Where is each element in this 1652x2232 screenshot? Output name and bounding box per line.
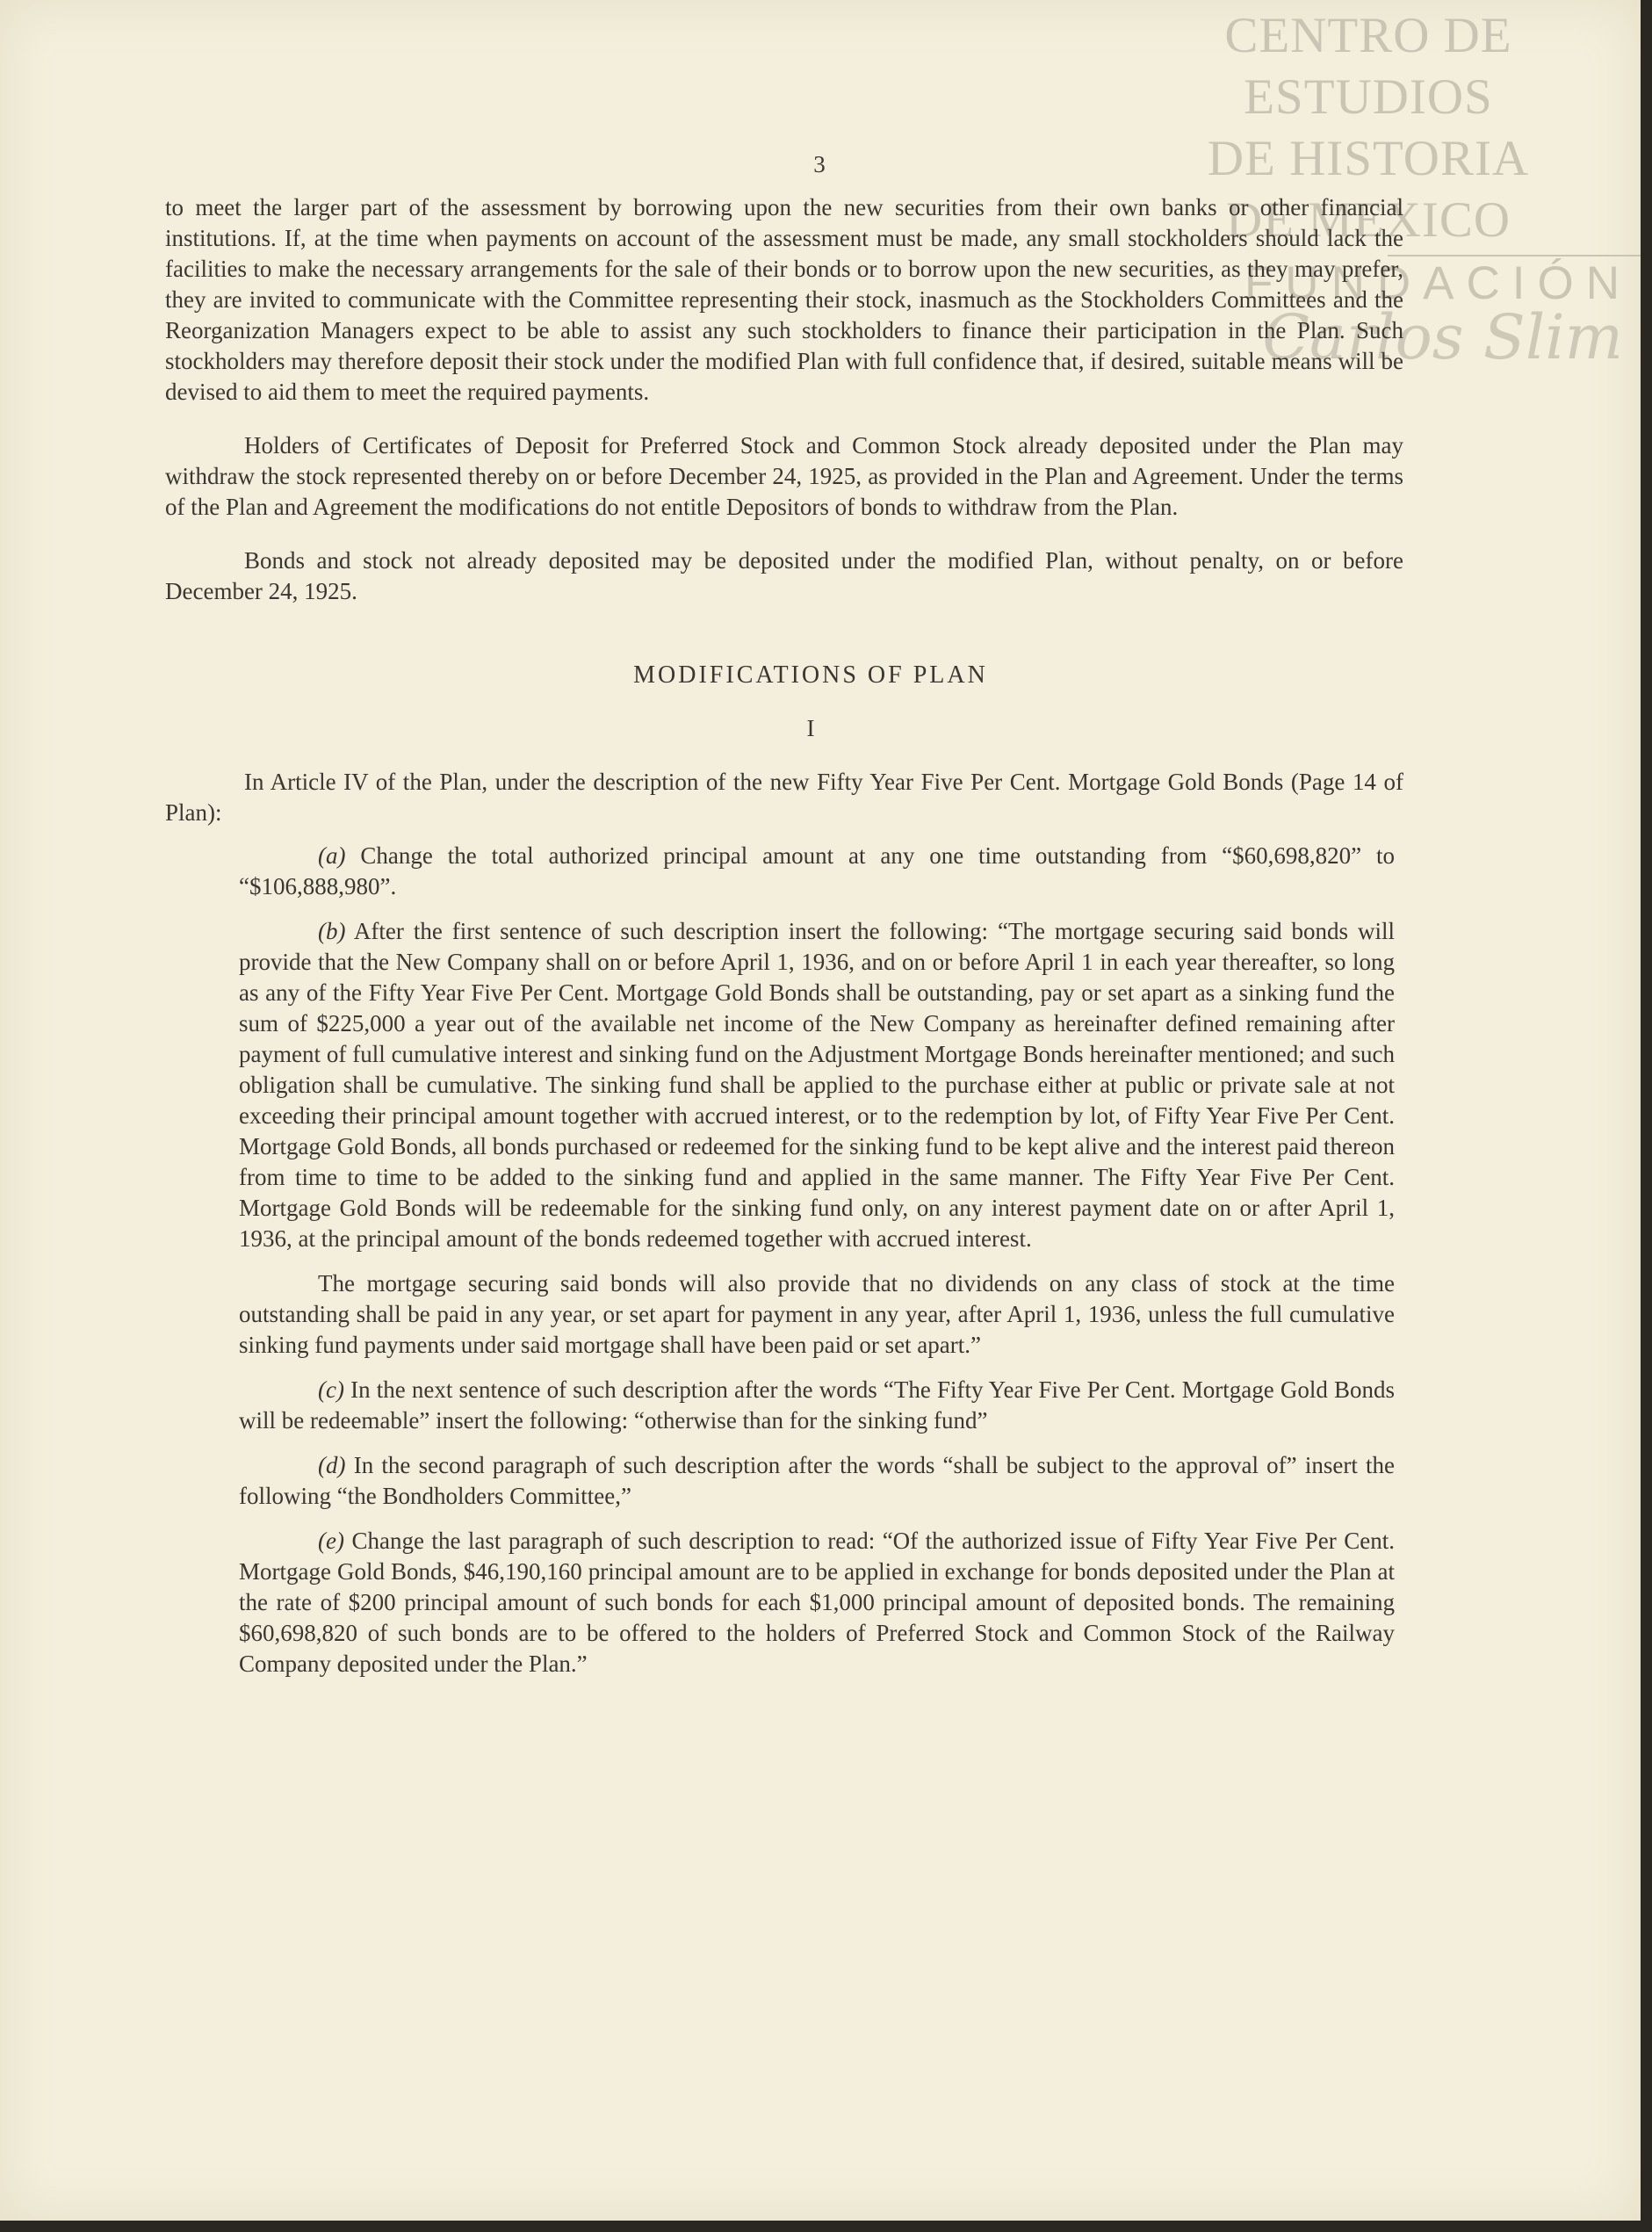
section-heading: MODIFICATIONS OF PLAN	[633, 661, 988, 689]
clause-a-text: Change the total authorized principal amount at any one time outstanding from “$60,698,820” to “$106,888,980”.	[239, 842, 1396, 899]
watermark-line-4: DE MEXICO	[1225, 192, 1511, 248]
clause-a-letter: (a)	[318, 842, 346, 869]
clause-d-letter: (d)	[318, 1452, 346, 1478]
watermark-line-1: CENTRO DE	[1224, 8, 1512, 63]
intro-paragraph-2: Holders of Certificates of Deposit for Preferred Stock and Common Stock already deposited under the Plan may withdraw the stock represented thereby on or before December 24, 1925, as provided in the Plan and Agreement. Under the terms of the Plan and Agreement the modifications do not entitle Depositors of bonds to withdraw from the Plan.	[165, 432, 1403, 520]
clause-b-continuation-text: The mortgage securing said bonds will also provide that no dividends on any class of stock at the time outstanding shall be paid in any year, or set apart for payment in any year, after April 1, 1936, unless the full cumulative sinking fund payments under said mortgage shall have been paid or set apart.”	[239, 1270, 1395, 1358]
watermark-rule	[1388, 255, 1641, 256]
clause-e	[239, 1526, 1395, 1679]
clause-c	[239, 1375, 1395, 1436]
clause-b	[239, 916, 1395, 1254]
clause-b-text: After the first sentence of such description insert the following: “The mortgage securing said bonds will provide that the New Company shall on or before April 1, 1936, and on or before April 1 in each year thereafter, so long as any of the Fifty Year Five Per Cent. Mortgage Gold Bonds shall be outstanding, pay or set apart as a sinking fund the sum of $225,000 a year out of the available net income of the New Company as hereinafter defined remaining after payment of full cumulative interest and sinking fund on the Adjustment Mortgage Bonds hereinafter mentioned; and such obligation shall be cumulative. The sinking fund shall be applied to the purchase either at public or private sale at not exceeding their principal amount together with accrued interest, or to the redemption by lot, of Fifty Year Five Per Cent. Mortgage Gold Bonds, all bonds purchased or redeemed for the sinking fund to be kept alive and the interest paid thereon from time to time to be added to the sinking fund and applied in the same manner. The Fifty Year Five Per Cent. Mortgage Gold Bonds will be redeemable for the sinking fund only, on any interest payment date on or after April 1, 1936, at the principal amount of the bonds redeemed together with accrued interest.	[239, 918, 1395, 1252]
clause-b-continuation	[239, 1268, 1395, 1361]
clause-d	[239, 1450, 1395, 1512]
page-content	[165, 149, 1403, 1694]
intro-paragraph-1: to meet the larger part of the assessment by borrowing upon the new securities from their own banks or other financial institutions. If, at the time when payments on account of the assessment must be made, any small stockholders should lack the facilities to make the necessary arrangements for the sale of their bonds or to borrow upon the new securities, as they may prefer, they are invited to communicate with the Committee representing their stock, inasmuch as the Stockholders Committees and the Reorganization Managers expect to be able to assist any such stockholders to finance their participation in the Plan. Such stockholders may therefore deposit their stock under the modified Plan with full confidence that, if desired, suitable means will be devised to aid them to meet the required payments.	[165, 194, 1403, 405]
watermark-line-2: ESTUDIOS	[1244, 69, 1493, 125]
watermark-foundation: FUNDACIÓN	[1244, 257, 1632, 309]
watermark-line-3: DE HISTORIA	[1207, 131, 1530, 186]
clause-a	[239, 841, 1395, 902]
clause-b-letter: (b)	[318, 918, 346, 944]
article-intro: In Article IV of the Plan, under the description of the new Fifty Year Five Per Cent. Mortgage Gold Bonds (Page 14 of Plan):	[165, 769, 1403, 826]
clause-e-text: Change the last paragraph of such description to read: “Of the authorized issue of Fifty Year Five Per Cent. Mortgage Gold Bonds, $46,190,160 principal amount are to be applied in exchange for bonds deposited under the Plan at the rate of $200 principal amount of such bonds for each $1,000 principal amount of deposited bonds. The remaining $60,698,820 of such bonds are to be offered to the holders of Preferred Stock and Common Stock of the Railway Company deposited under the Plan.”	[239, 1528, 1396, 1677]
clause-c-letter: (c)	[318, 1376, 344, 1403]
intro-paragraph-3: Bonds and stock not already deposited may be deposited under the modified Plan, without penalty, on or before December 24, 1925.	[165, 547, 1403, 604]
clause-c-text: In the next sentence of such description after the words “The Fifty Year Five Per Cent. Mortgage Gold Bonds will be redeemable” insert the following: “otherwise than for the sinking fund”	[239, 1376, 1395, 1434]
page-number: 3	[813, 151, 826, 177]
section-numeral: I	[806, 715, 815, 741]
clause-e-letter: (e)	[318, 1528, 344, 1554]
clause-d-text: In the second paragraph of such description after the words “shall be subject to the approval of” insert the following “the Bondholders Committee,”	[239, 1452, 1396, 1509]
watermark-signature: Carlos Slim	[1262, 301, 1623, 373]
